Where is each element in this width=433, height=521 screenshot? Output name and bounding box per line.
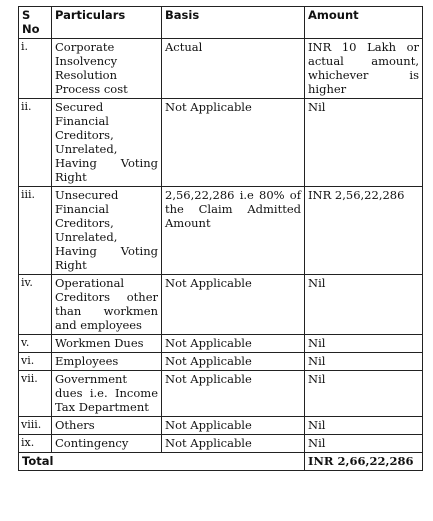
cell-sno: vi. <box>19 353 52 371</box>
cell-particulars: Operational Creditors other than workmen and employees <box>52 275 162 335</box>
cell-amount: Nil <box>305 371 423 417</box>
cell-particulars: Others <box>52 417 162 435</box>
cell-particulars: Contingency <box>52 435 162 453</box>
header-basis: Basis <box>162 7 305 39</box>
table-header-row <box>19 7 423 39</box>
cell-amount: Nil <box>305 99 423 187</box>
table-row <box>19 435 423 453</box>
total-row <box>19 453 423 471</box>
cell-sno: viii. <box>19 417 52 435</box>
cell-basis: Not Applicable <box>162 99 305 187</box>
cell-amount: Nil <box>305 275 423 335</box>
cell-amount: Nil <box>305 335 423 353</box>
header-particulars: Particulars <box>52 7 162 39</box>
cell-basis: 2,56,22,286 i.e 80% of the Claim Admitted Amount <box>162 187 305 275</box>
cell-amount: INR 10 Lakh or actual amount, whichever is higher <box>305 39 423 99</box>
header-sno: S No <box>19 7 52 39</box>
cell-sno: vii. <box>19 371 52 417</box>
cell-amount: Nil <box>305 417 423 435</box>
distribution-table <box>18 6 423 471</box>
cell-particulars: Government dues i.e. Income Tax Department <box>52 371 162 417</box>
cell-basis: Not Applicable <box>162 435 305 453</box>
cell-basis: Not Applicable <box>162 275 305 335</box>
cell-amount: Nil <box>305 353 423 371</box>
table-row <box>19 39 423 99</box>
cell-sno: v. <box>19 335 52 353</box>
header-amount: Amount <box>305 7 423 39</box>
cell-amount: Nil <box>305 435 423 453</box>
cell-sno: i. <box>19 39 52 99</box>
cell-basis: Not Applicable <box>162 353 305 371</box>
table-row <box>19 187 423 275</box>
table-row <box>19 371 423 417</box>
table-row <box>19 275 423 335</box>
cell-particulars: Secured Financial Creditors, Unrelated, Having Voting Right <box>52 99 162 187</box>
cell-basis: Not Applicable <box>162 417 305 435</box>
cell-particulars: Unsecured Financial Creditors, Unrelated, Having Voting Right <box>52 187 162 275</box>
total-label: Total <box>19 453 305 471</box>
cell-sno: iv. <box>19 275 52 335</box>
cell-particulars: Corporate Insolvency Resolution Process cost <box>52 39 162 99</box>
cell-amount: INR 2,56,22,286 <box>305 187 423 275</box>
cell-sno: ii. <box>19 99 52 187</box>
table-row <box>19 99 423 187</box>
cell-basis: Not Applicable <box>162 371 305 417</box>
cell-particulars: Workmen Dues <box>52 335 162 353</box>
total-amount: INR 2,66,22,286 <box>305 453 423 471</box>
cell-particulars: Employees <box>52 353 162 371</box>
cell-basis: Actual <box>162 39 305 99</box>
table-row <box>19 353 423 371</box>
table-row <box>19 335 423 353</box>
table-row <box>19 417 423 435</box>
cell-sno: ix. <box>19 435 52 453</box>
cell-basis: Not Applicable <box>162 335 305 353</box>
cell-sno: iii. <box>19 187 52 275</box>
